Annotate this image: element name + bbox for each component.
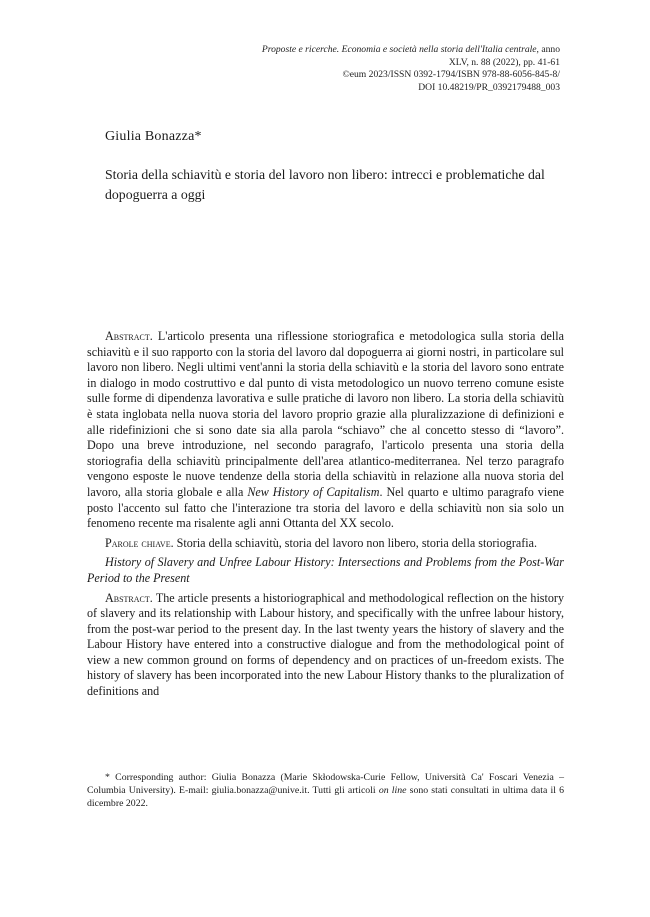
keywords-text: . Storia della schiavitù, storia del lavoro non libero, storia della storiografia. bbox=[170, 535, 538, 550]
journal-name: Proposte e ricerche. Economia e società nella storia dell'Italia centrale bbox=[261, 44, 537, 55]
keywords-label: Parole chiave bbox=[105, 535, 171, 550]
author-name: Giulia Bonazza* bbox=[105, 129, 202, 144]
footnote-text-a: * Corresponding author: Giulia Bonazza (Marie Skłodowska-Curie Fellow, Università Ca' Foscari Venezia – Columbia University). E-mail: giulia.bonazza@unive.it. Tutti gli articoli bbox=[87, 772, 564, 797]
keywords-italian bbox=[87, 536, 564, 552]
copyright-line: ©eum 2023/ISSN 0392-1794/ISBN 978-88-6056-845-8/ bbox=[342, 69, 560, 81]
abstract-label: Abstract bbox=[105, 329, 150, 343]
abstract-italian-text-b: . Nel quarto e ultimo paragrafo viene posto l'accento sul fatto che l'interazione tra storia del lavoro e della schiavitù non sia solo un fenomeno recente ma risalente agli anni Ottanta del XX secolo. bbox=[87, 484, 564, 531]
footnote-emphasis: on line bbox=[378, 785, 407, 797]
footnote bbox=[87, 771, 564, 811]
abstract-english-text: . The article presents a historiographical and methodological reflection on the history of slavery and its relationship with Labour history, and specifically with the unfree labour history, from the post-war period to the present day. In the last twenty years the history of slavery and the Labour History have entered into a constructive dialogue and from the methodological point of view a new common ground on forms of dependency and on practices of un-freedom exists. The history of slavery has been incorporated into the new Labour History thanks to the pluralization of definitions and bbox=[87, 590, 564, 699]
article-body bbox=[87, 329, 564, 704]
abstract-italian bbox=[87, 329, 564, 532]
english-title: History of Slavery and Unfree Labour History: Intersections and Problems from the Post-War Period to the Present bbox=[87, 555, 564, 585]
journal-issue: , anno XLV, n. 88 (2022), pp. 41-61 bbox=[448, 44, 560, 68]
abstract-italian-emphasis: New History of Capitalism bbox=[247, 484, 380, 499]
article-title: Storia della schiavitù e storia del lavoro non libero: intrecci e problematiche dal dopoguerra a oggi bbox=[105, 167, 545, 202]
abstract-english bbox=[87, 591, 564, 700]
abstract-italian-text-a: . L'articolo presenta una riflessione storiografica e metodologica sulla storia della schiavitù e il suo rapporto con la storia del lavoro dal dopoguerra ai giorni nostri, in particolare sul lavoro non libero. Negli ultimi vent'anni la storia della schiavitù e la storia del lavoro sono entrate in dialogo in modo costruttivo e dal punto di vista metodologico un nuovo terreno comune esiste sulle forme di dipendenza lavorativa e sulle pratiche di lavoro non libero. La storia della schiavitù è stata inglobata nella nuova storia del lavoro proprio grazie alla pluralizzazione di definizioni e alle ridefinizioni che si sono date sia alla parola “schiavo” che al concetto stesso di “lavoro”. Dopo una breve introduzione, nel secondo paragrafo, l'articolo presenta una storia della storiografia della schiavitù principalmente dell'area atlantico-mediterranea. Nel terzo paragrafo vengono esposte le nuove tendenze della storia della schiavitù in relazione alla nuova storia del lavoro, alla storia globale e alla bbox=[87, 329, 564, 499]
footnote-text-b: sono stati consultati in ultima data il 6 dicembre 2022. bbox=[87, 785, 564, 810]
abstract-en-label: Abstract bbox=[105, 590, 150, 605]
journal-masthead bbox=[260, 44, 560, 94]
footnote-text bbox=[87, 771, 564, 811]
doi-line: DOI 10.48219/PR_0392179488_003 bbox=[418, 81, 560, 93]
